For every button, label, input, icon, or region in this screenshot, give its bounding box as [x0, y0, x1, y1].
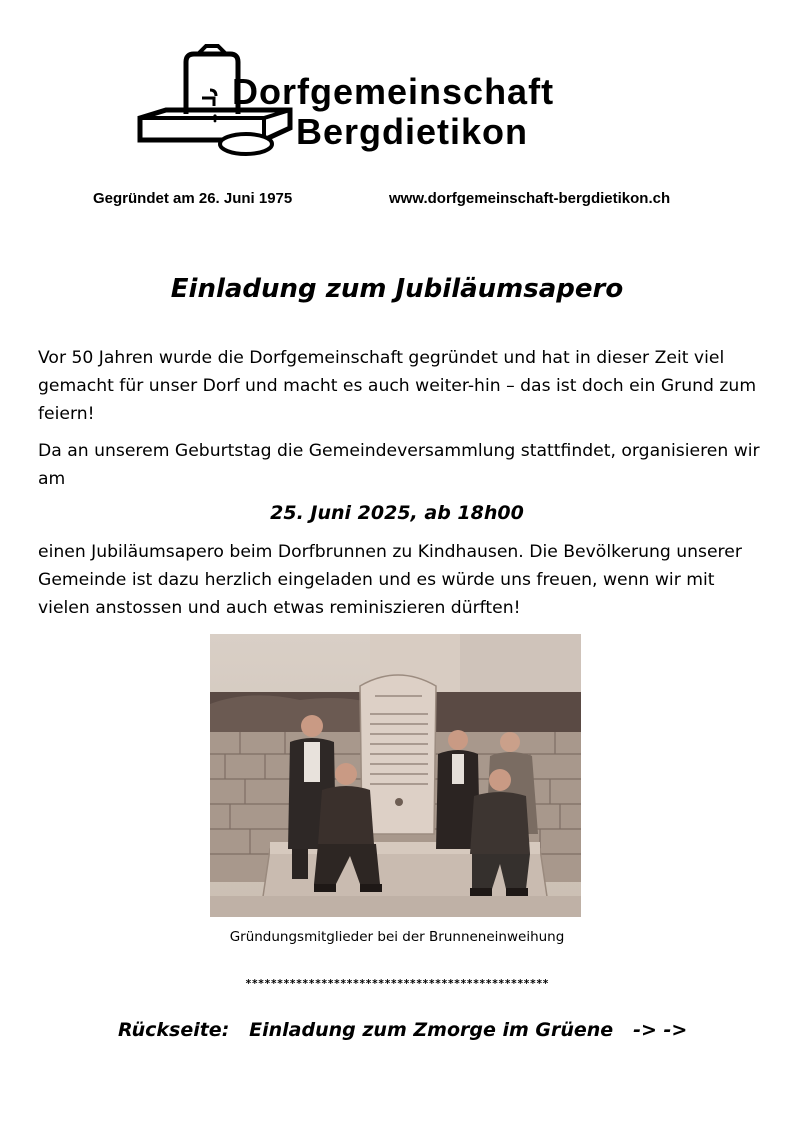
founding-members-photo — [210, 634, 581, 917]
website-link[interactable]: www.dorfgemeinschaft-bergdietikon.ch — [389, 190, 671, 207]
photo-illustration — [210, 634, 581, 917]
org-name-line1: Dorfgemeinschaft — [232, 71, 555, 112]
invitation-paragraph: einen Jubiläumsapero beim Dorfbrunnen zu Kindhausen. Die Bevölkerung unserer Gemeinde ist dazu herzlich eingeladen und es würde uns freuen, wenn wir mit vielen anstossen und auch etwas reminiszieren dürften! — [38, 542, 742, 618]
backside-text: Einladung zum Zmorge im Grüene — [249, 1019, 614, 1041]
intro-paragraph: Vor 50 Jahren wurde die Dorfgemeinschaft gegründet und hat in dieser Zeit viel gemacht für unser Dorf und macht es auch weiter-hin – das ist doch ein Grund zum feiern! — [38, 348, 757, 424]
org-name-line2: Bergdietikon — [296, 111, 529, 152]
founded-date: Gegründet am 26. Juni 1975 — [93, 190, 293, 207]
arrow-icons: -> -> — [633, 1019, 688, 1041]
backside-label: Rückseite: — [118, 1019, 230, 1041]
schedule-paragraph: Da an unserem Geburtstag die Gemeindeversammlung stattfindet, organisieren wir am — [38, 441, 760, 489]
backside-note — [118, 1019, 687, 1041]
invitation-title: Einladung zum Jubiläumsapero — [170, 274, 624, 304]
letterhead — [136, 40, 676, 160]
event-date: 25. Juni 2025, ab 18h00 — [270, 502, 524, 524]
separator-line: ************************************************ — [245, 978, 549, 990]
photo-caption: Gründungsmitglieder bei der Brunneneinweihung — [229, 929, 565, 945]
